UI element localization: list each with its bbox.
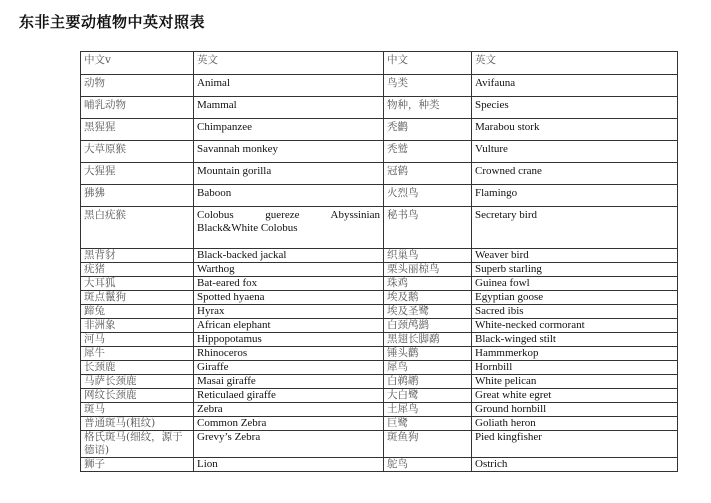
english-term: Black-backed jackal <box>194 249 384 263</box>
chinese-term: 冠鹤 <box>384 163 472 185</box>
chinese-term: 栗头丽椋鸟 <box>384 263 472 277</box>
chinese-term: 埃及圣鹭 <box>384 305 472 319</box>
chinese-term: 非洲象 <box>81 319 194 333</box>
table-row <box>81 403 678 417</box>
table-row <box>81 277 678 291</box>
table-row <box>81 75 678 97</box>
chinese-term: 网纹长颈鹿 <box>81 389 194 403</box>
english-term: Superb starling <box>472 263 678 277</box>
english-term: Mammal <box>194 97 384 119</box>
table-row <box>81 185 678 207</box>
vocabulary-table <box>80 51 678 472</box>
chinese-term: 鸟类 <box>384 75 472 97</box>
english-term: Bat-eared fox <box>194 277 384 291</box>
chinese-term: 白颈鸬鹚 <box>384 319 472 333</box>
chinese-term: 斑点鬣狗 <box>81 291 194 305</box>
chinese-term: 火烈鸟 <box>384 185 472 207</box>
english-term: Hammmerkop <box>472 347 678 361</box>
table-row <box>81 319 678 333</box>
english-term: Weaver bird <box>472 249 678 263</box>
chinese-term: 犀鸟 <box>384 361 472 375</box>
english-term: Crowned crane <box>472 163 678 185</box>
chinese-term: 动物 <box>81 75 194 97</box>
english-term: Secretary bird <box>472 207 678 249</box>
chinese-term: 狮子 <box>81 458 194 472</box>
chinese-term: 珠鸡 <box>384 277 472 291</box>
english-term: White pelican <box>472 375 678 389</box>
english-term: Warthog <box>194 263 384 277</box>
table-row <box>81 119 678 141</box>
table-row <box>81 141 678 163</box>
chinese-term: 土犀鸟 <box>384 403 472 417</box>
table-header-row <box>81 52 678 75</box>
table-row <box>81 291 678 305</box>
english-term: Vulture <box>472 141 678 163</box>
chinese-term: 马萨长颈鹿 <box>81 375 194 389</box>
table-row <box>81 375 678 389</box>
chinese-term: 疣猪 <box>81 263 194 277</box>
chinese-term: 巨鹭 <box>384 417 472 431</box>
chinese-term: 长颈鹿 <box>81 361 194 375</box>
english-term: Savannah monkey <box>194 141 384 163</box>
chinese-term: 大猩猩 <box>81 163 194 185</box>
chinese-term: 黑背豺 <box>81 249 194 263</box>
table-row <box>81 458 678 472</box>
chinese-term: 埃及鹅 <box>384 291 472 305</box>
english-term: Hornbill <box>472 361 678 375</box>
chinese-term: 物种，种类 <box>384 97 472 119</box>
english-term: Spotted hyaena <box>194 291 384 305</box>
english-term: Mountain gorilla <box>194 163 384 185</box>
english-term: Masai giraffe <box>194 375 384 389</box>
chinese-term: 白鹈鹕 <box>384 375 472 389</box>
english-term: Guinea fowl <box>472 277 678 291</box>
header-english-2: 英文 <box>472 52 678 75</box>
english-term: Species <box>472 97 678 119</box>
table-row <box>81 361 678 375</box>
chinese-term: 斑马 <box>81 403 194 417</box>
english-term: Hyrax <box>194 305 384 319</box>
english-term: Ground hornbill <box>472 403 678 417</box>
table-row <box>81 389 678 403</box>
english-term: Giraffe <box>194 361 384 375</box>
english-term: Black-winged stilt <box>472 333 678 347</box>
chinese-term: 蹄兔 <box>81 305 194 319</box>
table-row <box>81 347 678 361</box>
english-term: Goliath heron <box>472 417 678 431</box>
english-term: Sacred ibis <box>472 305 678 319</box>
chinese-term: 秘书鸟 <box>384 207 472 249</box>
english-term: Baboon <box>194 185 384 207</box>
chinese-term: 大草原猴 <box>81 141 194 163</box>
table-row <box>81 207 678 249</box>
english-term: Grevy’s Zebra <box>194 431 384 458</box>
header-chinese-1: 中文v <box>81 52 194 75</box>
chinese-term: 普通斑马(粗纹) <box>81 417 194 431</box>
english-term: Pied kingfisher <box>472 431 678 458</box>
header-english-1: 英文 <box>194 52 384 75</box>
table-row <box>81 163 678 185</box>
chinese-term: 鸵鸟 <box>384 458 472 472</box>
chinese-term: 秃鹫 <box>384 141 472 163</box>
page-title: 东非主要动植物中英对照表 <box>19 13 206 31</box>
chinese-term: 大耳狐 <box>81 277 194 291</box>
chinese-term: 大白鹭 <box>384 389 472 403</box>
english-term: Avifauna <box>472 75 678 97</box>
chinese-term: 黑猩猩 <box>81 119 194 141</box>
chinese-term: 黑翅长脚鹬 <box>384 333 472 347</box>
english-term: Chimpanzee <box>194 119 384 141</box>
english-term: Common Zebra <box>194 417 384 431</box>
chinese-term: 斑鱼狗 <box>384 431 472 458</box>
english-term: Lion <box>194 458 384 472</box>
english-term: Ostrich <box>472 458 678 472</box>
english-term: Hippopotamus <box>194 333 384 347</box>
english-term: African elephant <box>194 319 384 333</box>
table-row <box>81 97 678 119</box>
chinese-term: 秃鹳 <box>384 119 472 141</box>
chinese-term: 锤头鹳 <box>384 347 472 361</box>
english-term: White-necked cormorant <box>472 319 678 333</box>
header-chinese-2: 中文 <box>384 52 472 75</box>
table-row <box>81 305 678 319</box>
english-term: Great white egret <box>472 389 678 403</box>
english-term: Zebra <box>194 403 384 417</box>
table-row <box>81 431 678 458</box>
english-term: Rhinoceros <box>194 347 384 361</box>
chinese-term: 狒狒 <box>81 185 194 207</box>
chinese-term: 黑白疣猴 <box>81 207 194 249</box>
chinese-term: 织巢鸟 <box>384 249 472 263</box>
chinese-term: 格氏斑马(细纹，源于德语) <box>81 431 194 458</box>
table-row <box>81 417 678 431</box>
table-row <box>81 333 678 347</box>
english-term: Egyptian goose <box>472 291 678 305</box>
table-row <box>81 263 678 277</box>
table-row <box>81 249 678 263</box>
english-term: Flamingo <box>472 185 678 207</box>
chinese-term: 犀牛 <box>81 347 194 361</box>
english-term: Reticulaed giraffe <box>194 389 384 403</box>
english-term: Marabou stork <box>472 119 678 141</box>
chinese-term: 哺乳动物 <box>81 97 194 119</box>
english-term: Animal <box>194 75 384 97</box>
english-term: Colobus guereze Abyssinian Black&White Colobus <box>194 207 384 249</box>
chinese-term: 河马 <box>81 333 194 347</box>
